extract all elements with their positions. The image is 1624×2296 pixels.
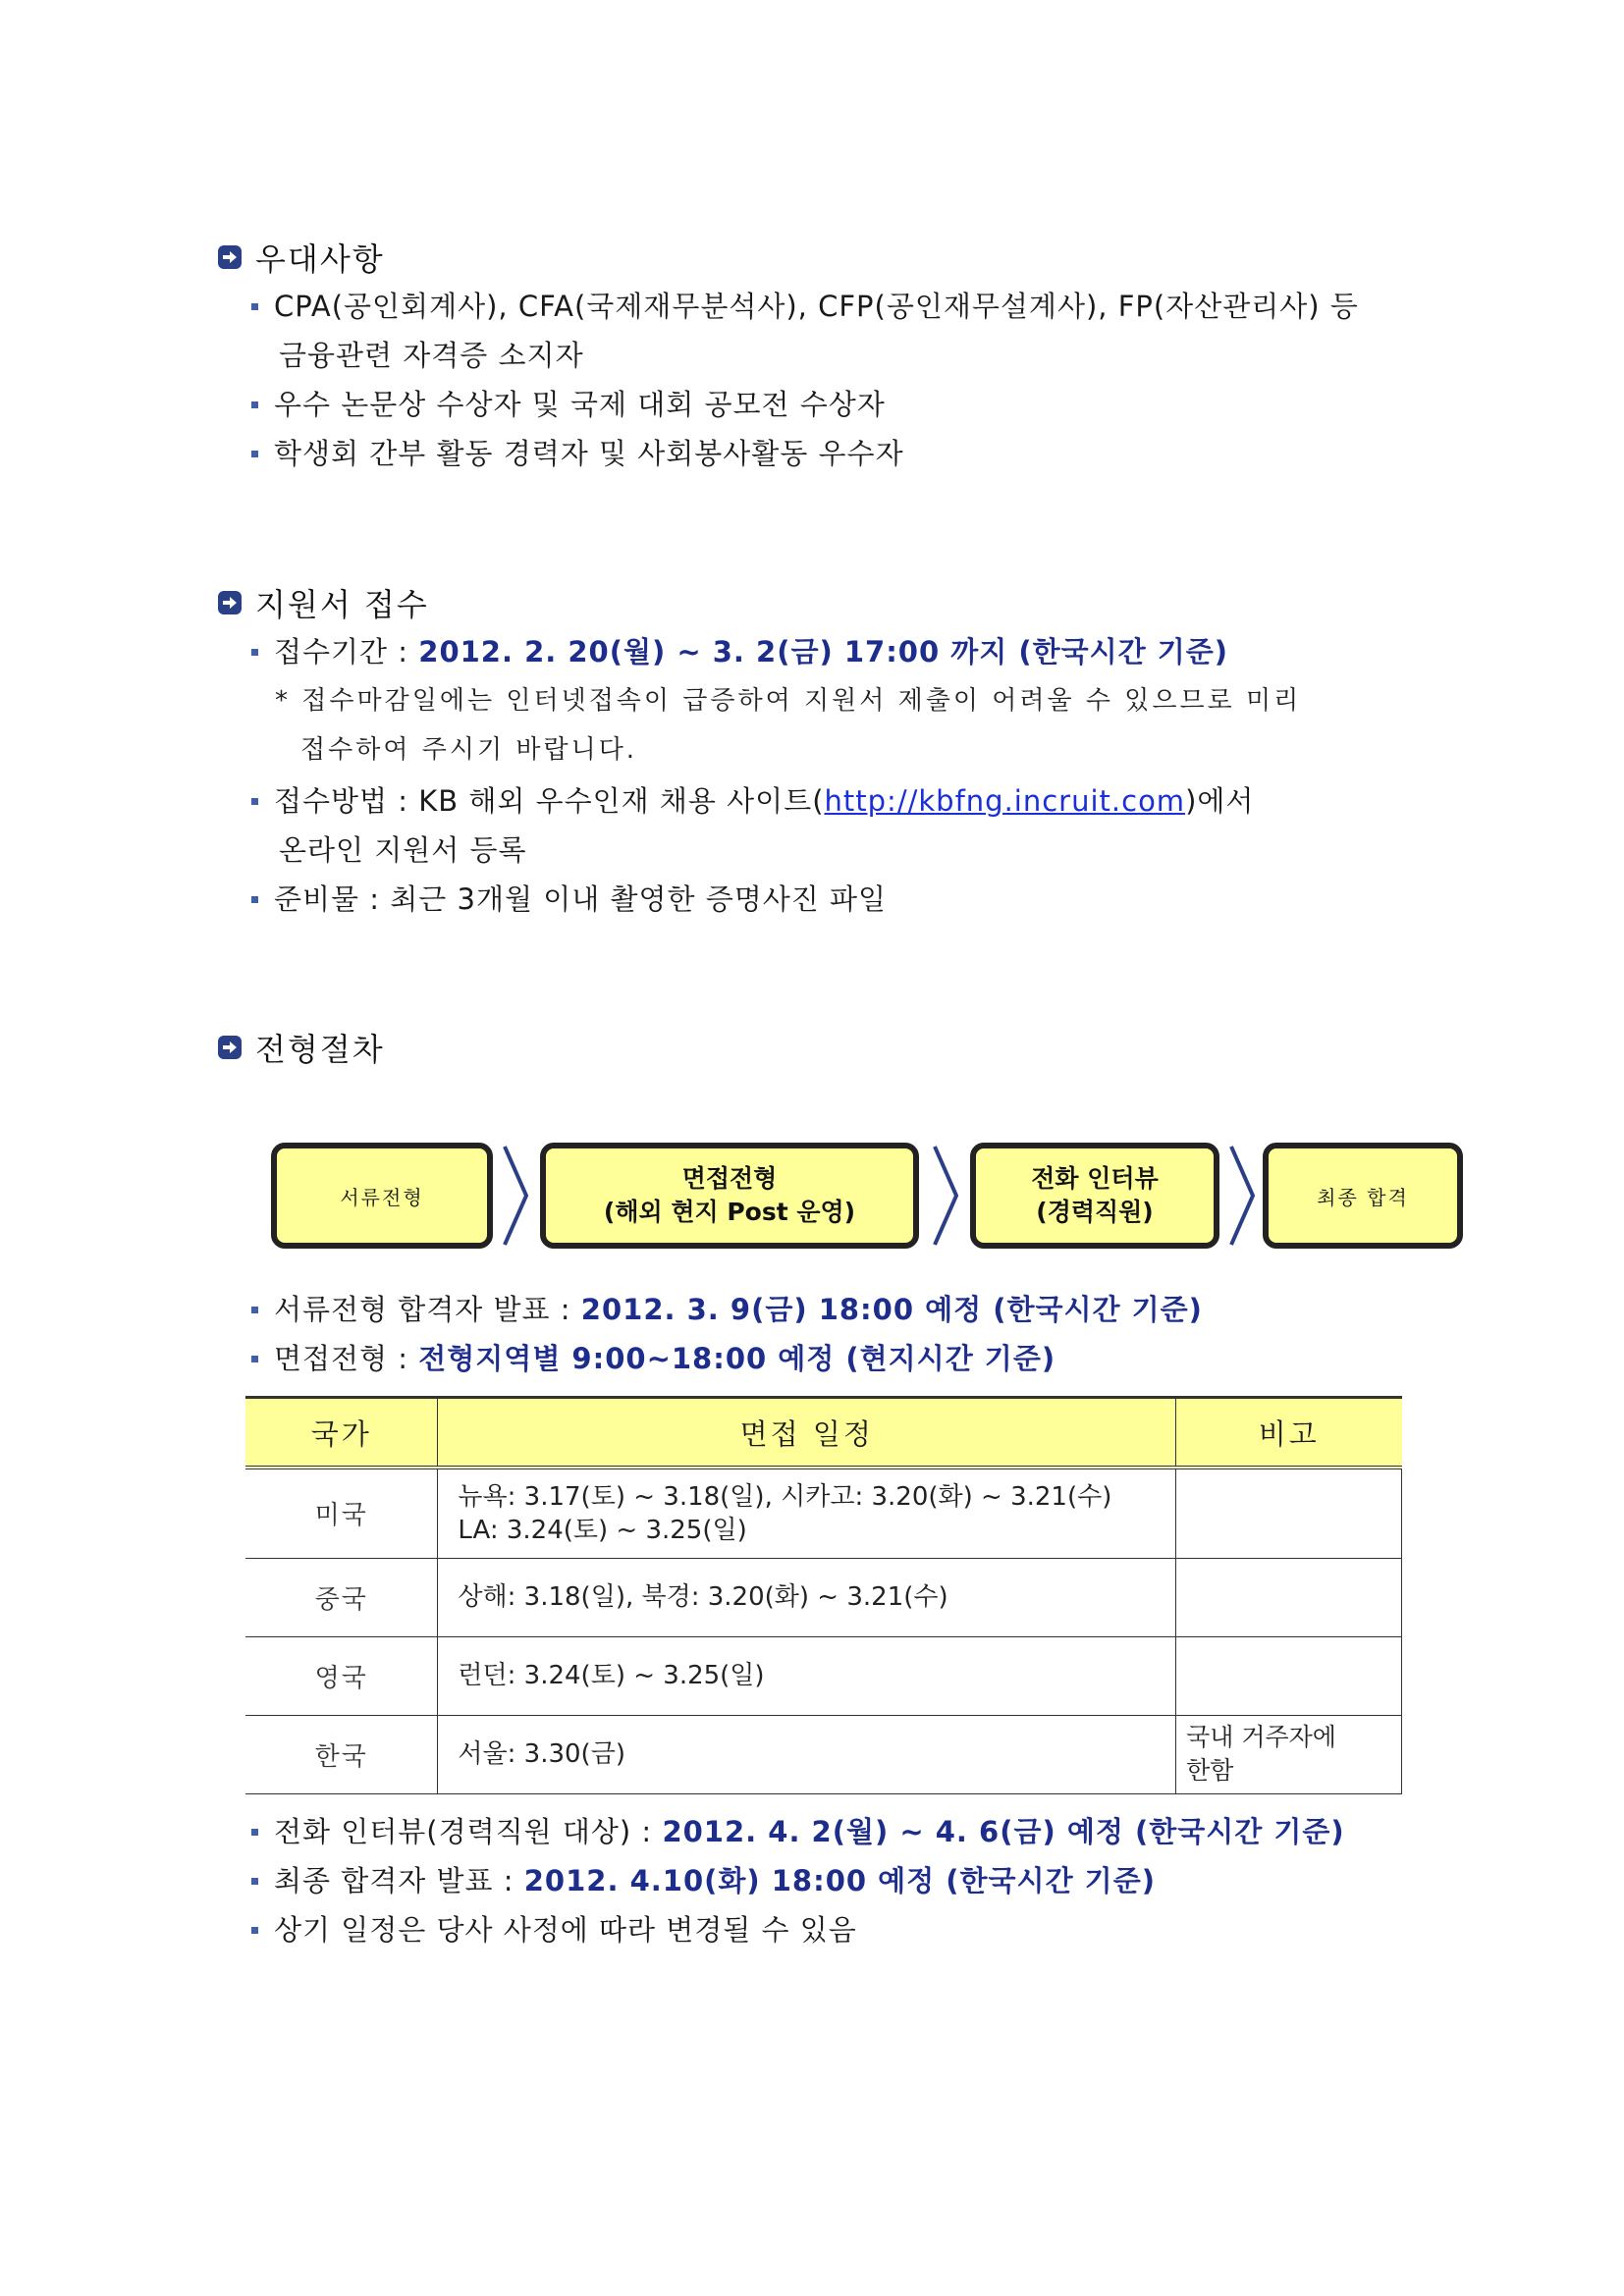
application-note: * 접수마감일에는 인터넷접속이 급증하여 지원서 제출이 어려울 수 있으므로 미리 xyxy=(275,686,1302,716)
list-item: 우수 논문상 수상자 및 국제 대회 공모전 수상자 xyxy=(251,385,886,424)
application-period: 접수기간 : 2012. 2. 20(월) ~ 3. 2(금) 17:00 까지 (한국시간 기준) xyxy=(251,632,1228,671)
arrow-box-icon xyxy=(218,245,242,269)
country-cell: 한국 xyxy=(245,1715,438,1793)
phone-interview: 전화 인터뷰(경력직원 대상) : 2012. 4. 2(월) ~ 4. 6(금) 예정 (한국시간 기준) xyxy=(251,1812,1345,1851)
recruit-site-link[interactable]: http://kbfng.incruit.com xyxy=(824,784,1186,818)
country-cell: 중국 xyxy=(245,1558,438,1636)
remark-cell xyxy=(1176,1468,1402,1558)
process-step-final: 최종 합격 xyxy=(1263,1143,1463,1249)
interview-schedule-value: 전형지역별 9:00~18:00 예정 (현지시간 기준) xyxy=(418,1342,1056,1375)
bullet-icon xyxy=(251,1878,258,1885)
country-cell: 영국 xyxy=(245,1636,438,1715)
schedule-cell: 런던: 3.24(토) ~ 3.25(일) xyxy=(438,1636,1176,1715)
process-step-document: 서류전형 xyxy=(271,1143,493,1249)
arrow-box-icon xyxy=(218,591,242,614)
final-result: 최종 합격자 발표 : 2012. 4.10(화) 18:00 예정 (한국시간 기준) xyxy=(251,1861,1156,1900)
list-item: CPA(공인회계사), CFA(국제재무분석사), CFP(공인재무설계사), FP(자산관리사) 등 xyxy=(251,287,1359,326)
schedule-cell: 상해: 3.18(일), 북경: 3.20(화) ~ 3.21(수) xyxy=(438,1558,1176,1636)
chevron-right-icon xyxy=(1225,1141,1259,1251)
interview-schedule: 면접전형 : 전형지역별 9:00~18:00 예정 (현지시간 기준) xyxy=(251,1339,1056,1378)
table-row xyxy=(245,1468,1402,1558)
table-header: 면접 일정 xyxy=(438,1398,1176,1468)
table-row xyxy=(245,1558,1402,1636)
application-note-continuation: 접수하여 주시기 바랍니다. xyxy=(300,735,638,765)
application-method: 접수방법 : KB 해외 우수인재 채용 사이트(http://kbfng.incruit.com)에서 xyxy=(251,781,1254,821)
process-step-interview: 면접전형 (해외 현지 Post 운영) xyxy=(540,1143,919,1249)
application-period-value: 2012. 2. 20(월) ~ 3. 2(금) 17:00 까지 (한국시간 기준) xyxy=(418,635,1229,668)
section-title: 전형절차 xyxy=(255,1031,385,1068)
table-header-row xyxy=(245,1398,1402,1468)
section-heading-process xyxy=(218,1026,385,1069)
table-header: 국가 xyxy=(245,1398,438,1468)
final-result-value: 2012. 4.10(화) 18:00 예정 (한국시간 기준) xyxy=(523,1864,1156,1897)
remark-cell xyxy=(1176,1636,1402,1715)
process-step-phone-interview: 전화 인터뷰 (경력직원) xyxy=(970,1143,1219,1249)
application-prep: 준비물 : 최근 3개월 이내 촬영한 증명사진 파일 xyxy=(251,880,887,919)
section-heading-application xyxy=(218,581,429,624)
bullet-icon xyxy=(251,1356,258,1362)
bullet-icon xyxy=(251,1307,258,1313)
bullet-icon xyxy=(251,1829,258,1836)
table-header: 비고 xyxy=(1176,1398,1402,1468)
table-row xyxy=(245,1715,1402,1793)
section-title: 지원서 접수 xyxy=(255,586,429,623)
country-cell: 미국 xyxy=(245,1468,438,1558)
chevron-right-icon xyxy=(929,1141,962,1251)
remark-cell xyxy=(1176,1558,1402,1636)
bullet-icon xyxy=(251,451,258,457)
bullet-icon xyxy=(251,649,258,656)
table-row xyxy=(245,1636,1402,1715)
document-result-value: 2012. 3. 9(금) 18:00 예정 (한국시간 기준) xyxy=(580,1293,1203,1326)
interview-schedule-table xyxy=(245,1396,1402,1794)
application-method-continuation: 온라인 지원서 등록 xyxy=(279,833,527,867)
section-heading-preference xyxy=(218,236,385,279)
phone-interview-value: 2012. 4. 2(월) ~ 4. 6(금) 예정 (한국시간 기준) xyxy=(662,1815,1345,1848)
arrow-box-icon xyxy=(218,1036,242,1059)
bullet-icon xyxy=(251,896,258,903)
list-item: 학생회 간부 활동 경력자 및 사회봉사활동 우수자 xyxy=(251,434,904,473)
change-notice: 상기 일정은 당사 사정에 따라 변경될 수 있음 xyxy=(251,1910,857,1949)
list-item-continuation: 금융관련 자격증 소지자 xyxy=(279,339,584,372)
bullet-icon xyxy=(251,303,258,310)
chevron-right-icon xyxy=(499,1141,532,1251)
bullet-icon xyxy=(251,798,258,805)
bullet-icon xyxy=(251,401,258,408)
schedule-cell: 뉴욕: 3.17(토) ~ 3.18(일), 시카고: 3.20(화) ~ 3.21(수) LA: 3.24(토) ~ 3.25(일) xyxy=(438,1468,1176,1558)
section-title: 우대사항 xyxy=(255,240,385,278)
bullet-icon xyxy=(251,1927,258,1934)
remark-cell: 국내 거주자에 한함 xyxy=(1176,1715,1402,1793)
document-result: 서류전형 합격자 발표 : 2012. 3. 9(금) 18:00 예정 (한국시간 기준) xyxy=(251,1290,1203,1329)
schedule-cell: 서울: 3.30(금) xyxy=(438,1715,1176,1793)
